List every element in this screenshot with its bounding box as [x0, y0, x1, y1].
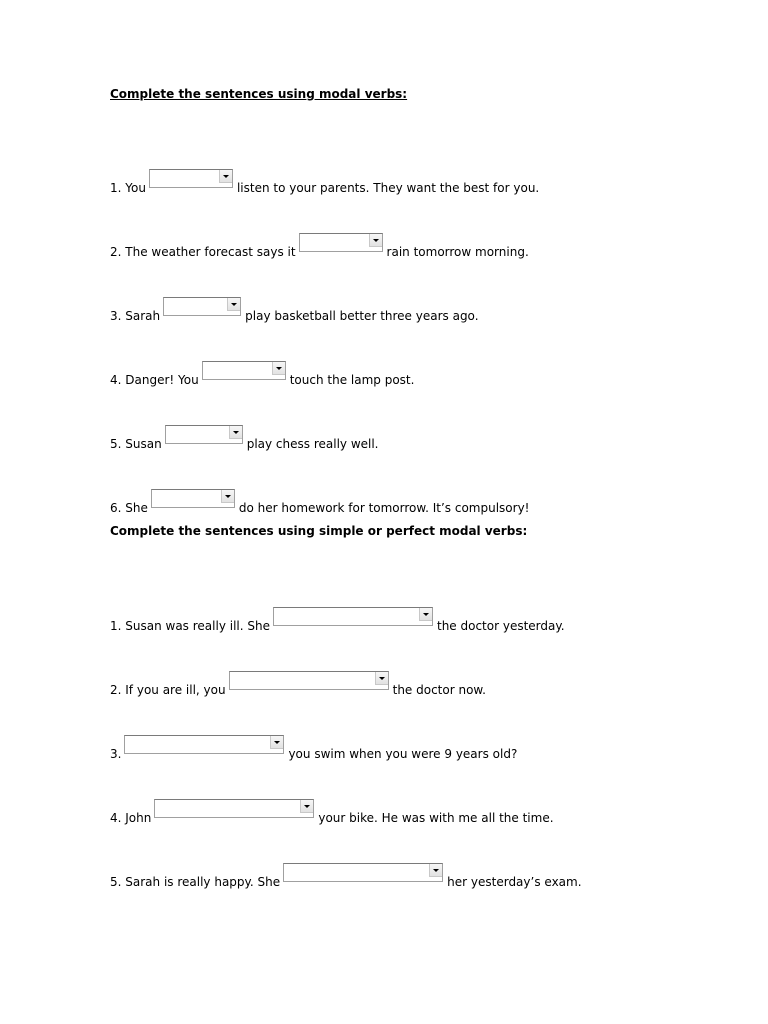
sentence-before: 3. — [110, 747, 122, 761]
exercise2-sentence-2 — [110, 678, 486, 698]
sentence-after: do her homework for tomorrow. It’s compulsory! — [238, 501, 530, 515]
dropdown-value — [151, 171, 218, 182]
dropdown-value — [285, 865, 428, 876]
sentence-after: rain tomorrow morning. — [386, 245, 529, 259]
dropdown-arrow-icon[interactable] — [221, 490, 234, 503]
section1-title: Complete the sentences using modal verbs: — [110, 87, 408, 101]
sentence-before: 1. You — [110, 181, 146, 195]
dropdown-value — [301, 235, 368, 246]
dropdown-value — [153, 491, 220, 502]
dropdown-value — [231, 673, 374, 684]
dropdown-arrow-icon[interactable] — [272, 362, 285, 375]
sentence-after: play basketball better three years ago. — [245, 309, 479, 323]
modal-dropdown[interactable] — [149, 169, 233, 188]
sentence-after: your bike. He was with me all the time. — [318, 811, 554, 825]
dropdown-value — [165, 299, 226, 310]
dropdown-arrow-icon[interactable] — [369, 234, 382, 247]
dropdown-value — [167, 427, 228, 438]
exercise2-sentence-1 — [110, 614, 565, 634]
sentence-before: 5. Sarah is really happy. She — [110, 875, 281, 889]
exercise1-sentence-1 — [110, 176, 539, 196]
sentence-after: touch the lamp post. — [289, 373, 415, 387]
dropdown-arrow-icon[interactable] — [270, 736, 283, 749]
dropdown-value — [156, 801, 299, 812]
sentence-before: 2. The weather forecast says it — [110, 245, 296, 259]
sentence-before: 2. If you are ill, you — [110, 683, 226, 697]
exercise1-sentence-2 — [110, 240, 529, 260]
modal-dropdown[interactable] — [283, 863, 443, 882]
dropdown-arrow-icon[interactable] — [219, 170, 232, 183]
dropdown-arrow-icon[interactable] — [227, 298, 240, 311]
sentence-after: the doctor yesterday. — [436, 619, 565, 633]
sentence-before: 6. She — [110, 501, 148, 515]
sentence-before: 1. Susan was really ill. She — [110, 619, 270, 633]
modal-dropdown[interactable] — [202, 361, 286, 380]
sentence-before: 3. Sarah — [110, 309, 161, 323]
dropdown-value — [126, 737, 269, 748]
sentence-before: 4. John — [110, 811, 152, 825]
sentence-before: 4. Danger! You — [110, 373, 199, 387]
modal-dropdown[interactable] — [229, 671, 389, 690]
dropdown-arrow-icon[interactable] — [375, 672, 388, 685]
exercise1-sentence-5 — [110, 432, 379, 452]
sentence-after: her yesterday’s exam. — [447, 875, 582, 889]
dropdown-value — [204, 363, 271, 374]
modal-dropdown[interactable] — [154, 799, 314, 818]
sentence-after: the doctor now. — [392, 683, 486, 697]
exercise2-sentence-3 — [110, 742, 517, 762]
dropdown-arrow-icon[interactable] — [419, 608, 432, 621]
sentence-before: 5. Susan — [110, 437, 162, 451]
dropdown-arrow-icon[interactable] — [300, 800, 313, 813]
dropdown-arrow-icon[interactable] — [229, 426, 242, 439]
modal-dropdown[interactable] — [165, 425, 243, 444]
sentence-after: play chess really well. — [246, 437, 379, 451]
modal-dropdown[interactable] — [163, 297, 241, 316]
modal-dropdown[interactable] — [124, 735, 284, 754]
exercise1-sentence-4 — [110, 368, 414, 388]
exercise1-sentence-6 — [110, 496, 529, 516]
exercise1-sentence-3 — [110, 304, 479, 324]
sentence-after: you swim when you were 9 years old? — [288, 747, 518, 761]
modal-dropdown[interactable] — [273, 607, 433, 626]
dropdown-arrow-icon[interactable] — [429, 864, 442, 877]
dropdown-value — [275, 609, 418, 620]
section2-title: Complete the sentences using simple or perfect modal verbs: — [110, 524, 528, 538]
exercise2-sentence-5 — [110, 870, 582, 890]
exercise2-sentence-4 — [110, 806, 554, 826]
modal-dropdown[interactable] — [299, 233, 383, 252]
sentence-after: listen to your parents. They want the best for you. — [236, 181, 540, 195]
modal-dropdown[interactable] — [151, 489, 235, 508]
